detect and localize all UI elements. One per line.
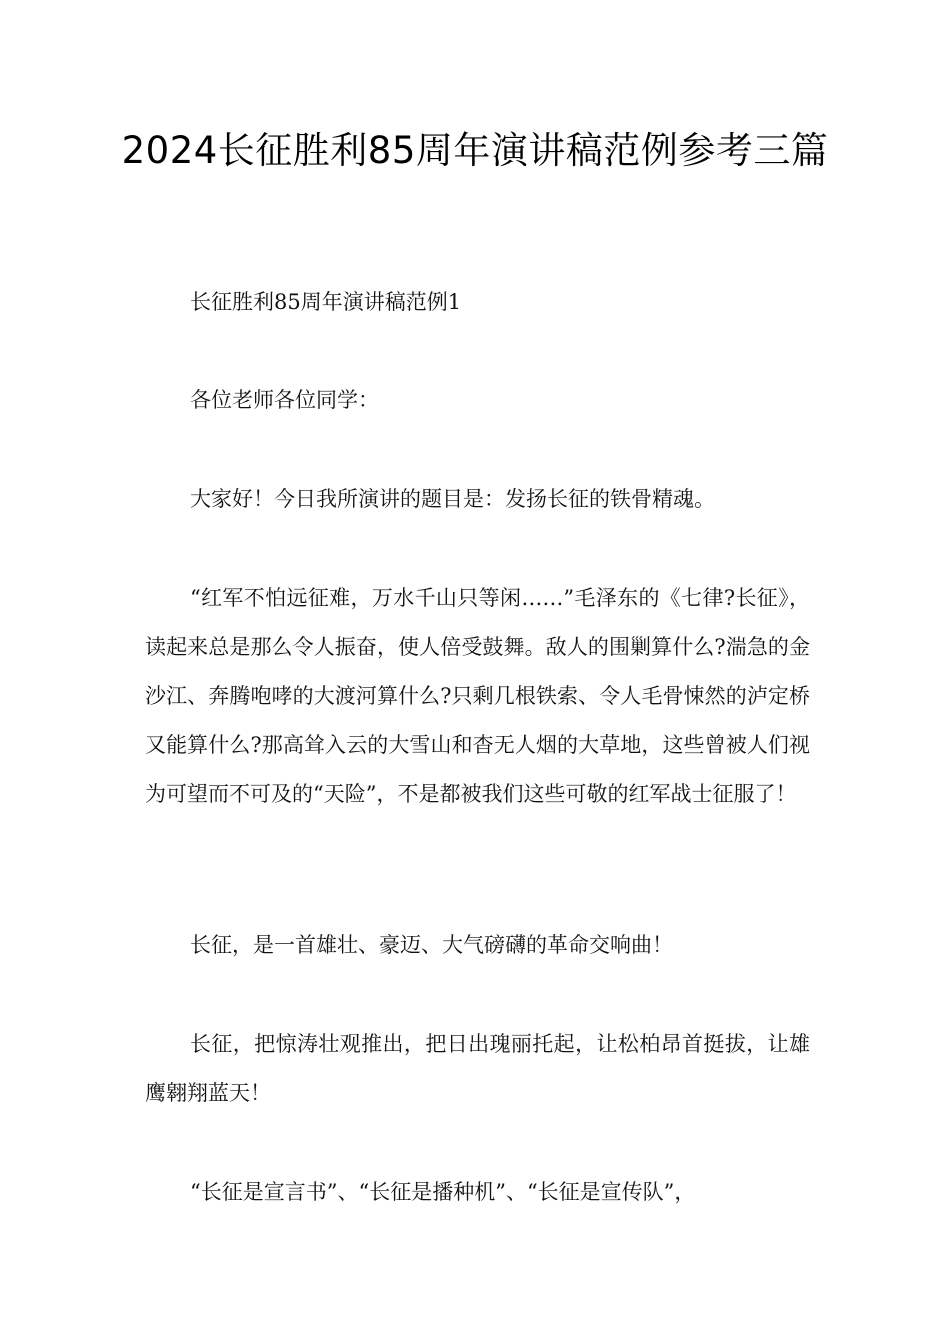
paragraph-body-1: “红军不怕远征难，万水千山只等闲……”毛泽东的《七律?长征》，读起来总是那么令人振奋，使人倍受鼓舞。敌人的围剿算什么?湍急的金沙江、奔腾咆哮的大渡河算什么?只剩几根铁索、令人毛骨悚然的泸定桥又能算什么?那高耸入云的大雪山和杳无人烟的大草地，这些曾被人们视为可望而不可及的“天险”，不是都被我们这些可敬的红军战士征服了！ (145, 586, 810, 806)
paragraph-body-4: “长征是宣言书”、“长征是播种机”、“长征是宣传队”， (190, 1180, 696, 1204)
paragraph-body-2: 长征，是一首雄壮、豪迈、大气磅礴的革命交响曲！ (190, 933, 673, 957)
paragraph-intro: 大家好！今日我所演讲的题目是：发扬长征的铁骨精魂。 (190, 487, 715, 511)
document-title: 2024长征胜利85周年演讲稿范例参考三篇 (121, 129, 829, 172)
paragraph-greeting: 各位老师各位同学： (190, 388, 379, 412)
paragraph-body-3: 长征，把惊涛壮观推出，把日出瑰丽托起，让松柏昂首挺拔，让雄鹰翱翔蓝天！ (145, 1032, 810, 1105)
paragraph-subtitle: 长征胜利85周年演讲稿范例1 (190, 290, 462, 314)
